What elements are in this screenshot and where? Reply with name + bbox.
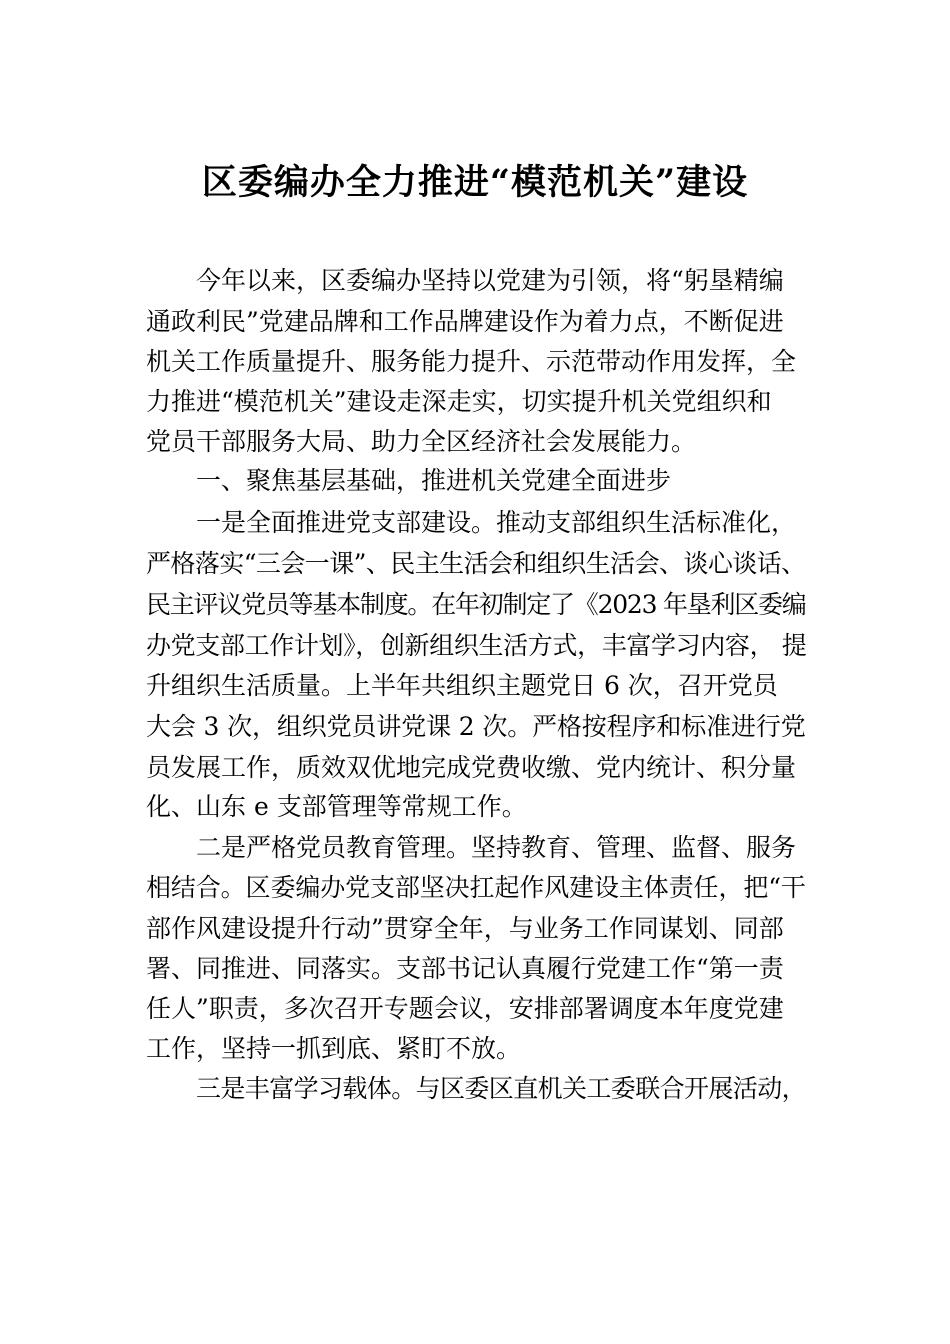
paragraph-line: 通政利民”党建品牌和工作品牌建设作为着力点，不断促进 (146, 307, 784, 336)
paragraph-line: 三是丰富学习载体。与区委区直机关工委联合开展活动， (196, 1074, 807, 1103)
paragraph-line: 工作，坚持一抓到底、紧盯不放。 (146, 1034, 522, 1063)
paragraph-line: 升组织生活质量。上半年共组织主题党日 6 次，召开党员 (146, 671, 778, 700)
paragraph-line: 机关工作质量提升、服务能力提升、示范带动作用发挥，全 (146, 347, 797, 376)
document-title: 区委编办全力推进“模范机关”建设 (201, 162, 749, 203)
paragraph-line: 员发展工作，质效双优地完成党费收缴、党内统计、积分量 (146, 753, 797, 782)
paragraph-line: 民主评议党员等基本制度。在年初制定了《2023 年垦利区委编 (146, 590, 806, 619)
paragraph-line: 化、山东 e 支部管理等常规工作。 (146, 792, 527, 821)
section-heading: 一、聚焦基层基础，推进机关党建全面进步 (196, 466, 672, 495)
paragraph-line: 党员干部服务大局、助力全区经济社会发展能力。 (146, 427, 697, 456)
paragraph-line: 今年以来，区委编办坚持以党建为引领，将“躬垦精编 (196, 266, 784, 295)
paragraph-line: 一是全面推进党支部建设。推动支部组织生活标准化， (196, 508, 797, 537)
paragraph-line: 力推进“模范机关”建设走深走实，切实提升机关党组织和 (146, 387, 772, 416)
paragraph-line: 大会 3 次，组织党员讲党课 2 次。严格按程序和标准进行党 (146, 712, 806, 741)
paragraph-line: 署、同推进、同落实。支部书记认真履行党建工作“第一责 (146, 954, 784, 983)
paragraph-line: 办党支部工作计划》，创新组织生活方式，丰富学习内容， 提 (146, 631, 807, 660)
paragraph-line: 相结合。区委编办党支部坚决扛起作风建设主体责任，把“干 (146, 873, 806, 902)
paragraph-line: 任人”职责，多次召开专题会议，安排部署调度本年度党建 (146, 994, 784, 1023)
paragraph-line: 二是严格党员教育管理。坚持教育、管理、监督、服务 (196, 833, 797, 862)
paragraph-line: 部作风建设提升行动”贯穿全年，与业务工作同谋划、同部 (146, 914, 784, 943)
paragraph-line: 严格落实“三会一课”、民主生活会和组织生活会、谈心谈话、 (146, 549, 806, 578)
